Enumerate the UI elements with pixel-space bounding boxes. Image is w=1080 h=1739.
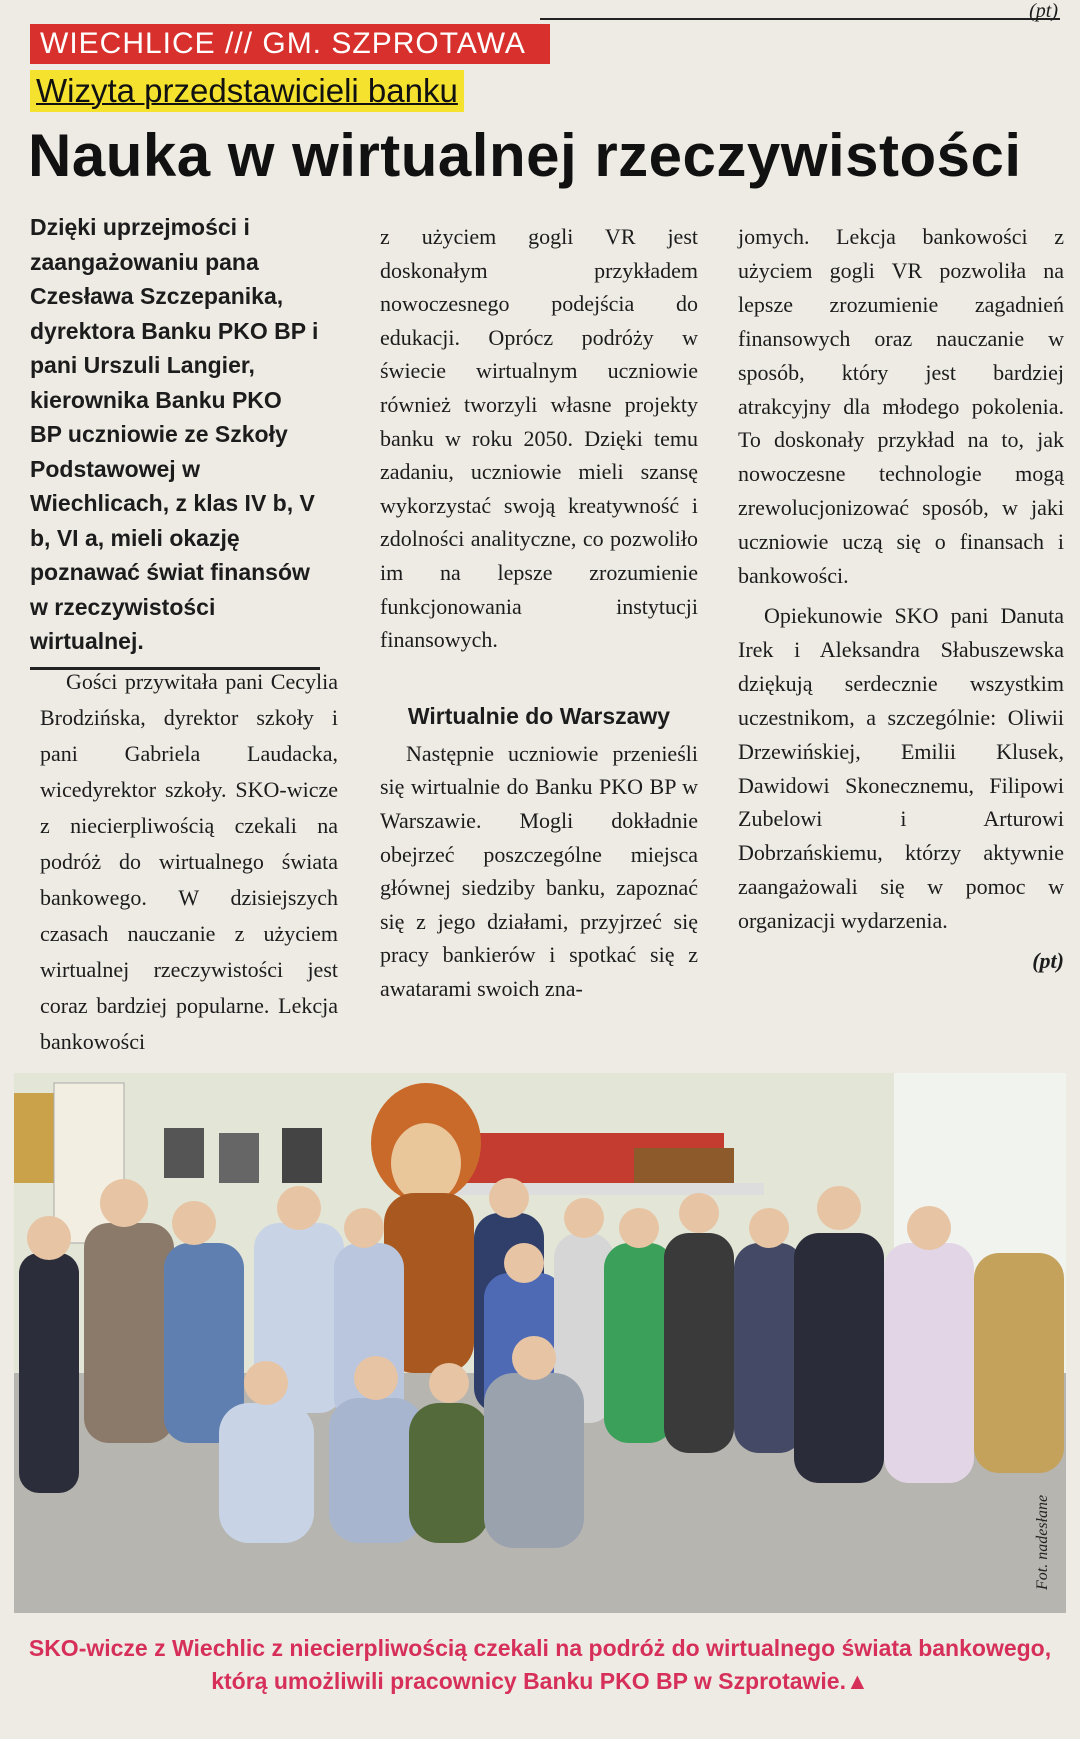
col3-paragraph-1: jomych. Lekcja bankowości z użyciem gogli VR pozwoliła na lepsze zrozumienie zagadnień finansowych oraz nauczanie w sposób, który jest bardziej atrakcyjny dla młodego pokolenia. To doskonały przykład na to, jak nowoczesne technologie mogą zrewolucjonizować sposób, w jaki uczniowie uczą się o finansach i bankowości. xyxy=(738,224,1064,589)
column-1 xyxy=(40,664,338,1060)
column-2 xyxy=(380,220,698,1005)
col1-paragraph-1: Gości przywitała pani Cecylia Brodzińska, dyrektor szkoły i pani Gabriela Laudacka, wicedyrektor szkoły. SKO-wicze z niecierpliwością czekali na podróż do wirtualnego świata bankowego. W dzisiejszych czasach nauczanie z użyciem wirtualnej rzeczywistości jest coraz bardziej popularne. Lekcja bankowości xyxy=(40,669,338,1054)
article-signature: (pt) xyxy=(1032,948,1064,974)
article-subhead: Wizyta przedstawicieli banku xyxy=(30,70,464,112)
lead-block xyxy=(30,210,320,670)
top-rule xyxy=(540,18,1060,20)
lead-paragraph: Dzięki uprzejmości i zaangażowaniu pana Czesława Szczepanika, dyrektora Banku PKO BP i pani Urszuli Langier, kierownika Banku PKO BP uczniowie ze Szkoły Podstawowej w Wiechlicach, z klas IV b, V b, VI a, mieli okazję poznawać świat finansów w rzeczywistości wirtualnej. xyxy=(30,210,320,670)
caption-end-triangle-icon: ▲ xyxy=(846,1668,869,1694)
col2-paragraph-1: z użyciem gogli VR jest doskonałym przykładem nowoczesnego podejścia do edukacji. Oprócz podróży w świecie wirtualnym uczniowie również tworzyli własne projekty banku w roku 2050. Dzięki temu zadaniu, uczniowie mieli szansę wykorzystać swoją kreatywność i zdolności analityczne, co pozwoliło im na lepsze zrozumienie funkcjonowania instytucji finansowych. xyxy=(380,224,698,653)
column-3 xyxy=(738,220,1064,977)
photo-caption xyxy=(14,1632,1066,1698)
section-kicker: WIECHLICE /// GM. SZPROTAWA xyxy=(30,24,550,64)
col2-paragraph-2: Następnie uczniowie przenieśli się wirtualnie do Banku PKO BP w Warszawie. Mogli dokładnie obejrzeć poszczególne miejsca głównej siedziby banku, zapoznać się z jego działami, przyjrzeć się pracy bankierów i spotkać się z awatarami swoich zna- xyxy=(380,740,698,1001)
photo-caption-text: SKO-wicze z Wiechlic z niecierpliwością czekali na podróż do wirtualnego świata bankowego, którą umożliwili pracownicy Banku PKO BP w Szprotawie. xyxy=(28,1635,1052,1694)
photo-credit: Fot. nadesłane xyxy=(1034,1494,1051,1590)
top-signature: (pt) xyxy=(1029,0,1058,22)
article-headline: Nauka w wirtualnej rzeczywistości xyxy=(28,122,1022,189)
group-photo xyxy=(14,1073,1066,1613)
section-heading: Wirtualnie do Warszawy xyxy=(407,702,671,729)
col3-paragraph-2: Opiekunowie SKO pani Danuta Irek i Aleksandra Słabuszewska dziękują serdecznie wszystkim uczestnikom, a szczególnie: Oliwii Drzewińskiej, Emilii Klusek, Dawidowi Skonecznemu, Filipowi Zubelowi i Arturowi Dobrzańskiemu, którzy aktywnie zaangażowali się w pomoc w organizacji wydarzenia. xyxy=(738,602,1064,934)
group-photo-illustration xyxy=(14,1073,1066,1613)
